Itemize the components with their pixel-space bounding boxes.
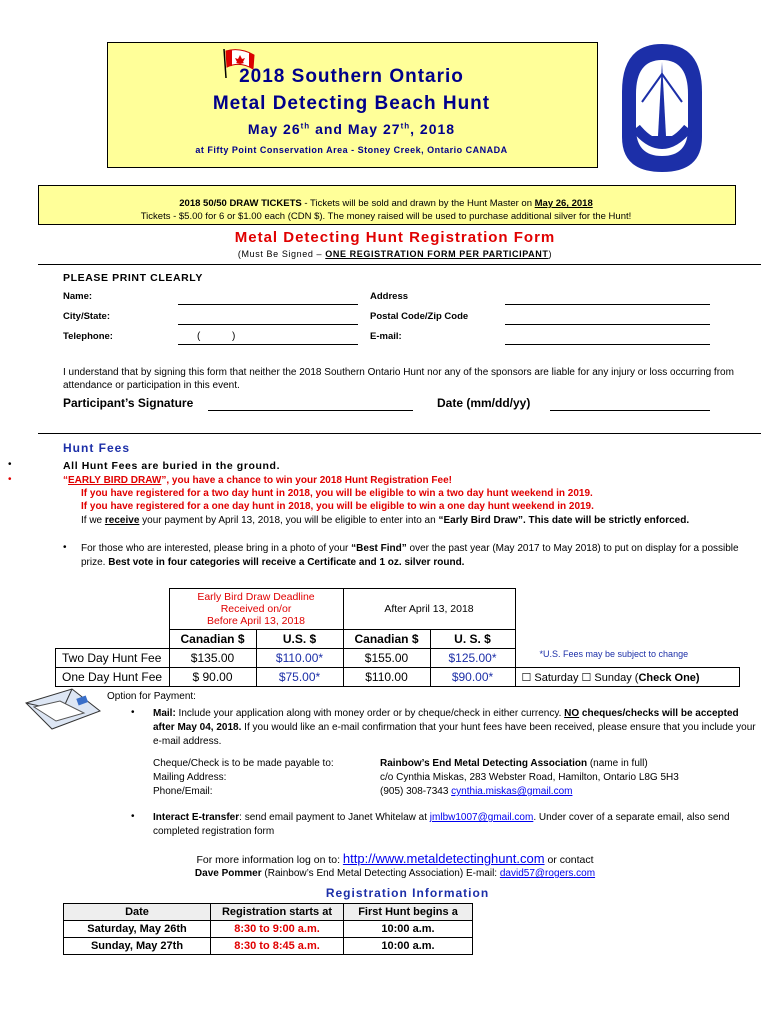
col-us: U.S. $	[256, 630, 343, 649]
early-bird-one-day: If you have registered for a one day hunt in 2018, you will be eligible to win a one day hunt weekend in 2019.	[81, 501, 594, 512]
payment-option-label: Option for Payment:	[107, 691, 196, 702]
interact-payment-text: Interact E-transfer: send email payment to Janet Whitelaw at jmlbw1007@gmail.com. Under cover of a separate email, also send completed registration form	[153, 812, 730, 837]
area-code-close: )	[232, 331, 236, 342]
city-field[interactable]	[178, 324, 358, 325]
reg-header: First Hunt begins a	[344, 904, 473, 921]
name-label: Name:	[63, 291, 93, 302]
reg-cell: 10:00 a.m.	[344, 921, 473, 938]
after-header: After April 13, 2018	[343, 589, 515, 630]
postal-label: Postal Code/Zip Code	[370, 311, 469, 322]
row-label: One Day Hunt Fee	[56, 668, 170, 687]
envelope-icon	[22, 685, 104, 733]
address-label: Address	[370, 291, 409, 302]
title-line-2: Metal Detecting Beach Hunt	[212, 93, 491, 114]
early-bird-text: “EARLY BIRD DRAW”, you have a chance to win your 2018 Hunt Registration Fee!	[63, 475, 452, 486]
hunt-fees-heading: Hunt Fees	[63, 441, 131, 455]
print-clearly: PLEASE PRINT CLEARLY	[63, 272, 203, 284]
col-us: U. S. $	[430, 630, 515, 649]
email-label: E-mail:	[370, 331, 402, 342]
date-field[interactable]	[550, 410, 710, 411]
liability-statement: I understand that by signing this form that neither the 2018 Southern Ontario Hunt nor any of the sponsors are liable for any injury or loss occurring from attendance or participation in this event.	[63, 367, 734, 391]
janet-email-link[interactable]: jmlbw1007@gmail.com	[429, 812, 534, 823]
registration-info-title: Registration Information	[325, 886, 490, 900]
telephone-field[interactable]	[178, 344, 358, 345]
col-canadian: Canadian $	[343, 630, 430, 649]
early-bird-two-day: If you have registered for a two day hunt in 2018, you will be eligible to win a two day hunt weekend in 2019.	[81, 488, 593, 499]
day-choice[interactable]: ☐ Saturday ☐ Sunday (Check One)	[515, 668, 740, 687]
dave-email-link[interactable]: david57@rogers.com	[499, 868, 596, 879]
contact-info: Dave Pommer (Rainbow’s End Metal Detecting Association) E-mail: david57@rogers.com	[194, 868, 596, 879]
fee-cell: $155.00	[343, 649, 430, 668]
cynthia-email-link[interactable]: cynthia.miskas@gmail.com	[451, 786, 573, 797]
signature-field[interactable]	[208, 410, 413, 411]
title-line-1: 2018 Southern Ontario	[239, 66, 464, 87]
divider	[38, 433, 761, 434]
reg-cell: Sunday, May 27th	[64, 938, 211, 955]
payee-details: Rainbow’s End Metal Detecting Association (name in full) c/o Cynthia Miskas, 283 Webster Road, Hamilton, Ontario L8G 5H3 (905) 308-7343 cynthia.miskas@gmail.com	[380, 758, 679, 797]
fee-cell: $135.00	[169, 649, 256, 668]
row-label: Two Day Hunt Fee	[56, 649, 170, 668]
fee-cell: $110.00	[343, 668, 430, 687]
reg-header: Registration starts at	[211, 904, 344, 921]
fee-cell: $125.00*	[430, 649, 515, 668]
reg-cell: Saturday, May 26th	[64, 921, 211, 938]
reg-cell: 8:30 to 8:45 a.m.	[211, 938, 344, 955]
signature-label: Participant’s Signature	[63, 396, 194, 410]
draw-tickets-line1: 2018 50/50 DRAW TICKETS - Tickets will be sold and drawn by the Hunt Master on May 26, 2018	[179, 198, 593, 209]
fifty-point-logo	[612, 32, 712, 180]
divider	[38, 264, 761, 265]
fees-bullet-1: All Hunt Fees are buried in the ground.	[63, 460, 281, 472]
more-info: For more information log on to: http://www.metaldetectinghunt.com or contact	[196, 851, 594, 866]
reg-cell: 10:00 a.m.	[344, 938, 473, 955]
fee-table	[55, 588, 740, 687]
name-field[interactable]	[178, 304, 358, 305]
email-field[interactable]	[505, 344, 710, 345]
postal-field[interactable]	[505, 324, 710, 325]
telephone-label: Telephone:	[63, 331, 113, 342]
address-field[interactable]	[505, 304, 710, 305]
area-code-open: (	[197, 331, 201, 342]
early-bird-deadline: If we receive your payment by April 13, 2018, you will be eligible to enter into an “Early Bird Draw”. This date will be strictly enforced.	[81, 515, 690, 526]
us-fee-note: *U.S. Fees may be subject to change	[539, 648, 689, 659]
bullet-icon: •	[8, 474, 12, 485]
fee-cell: $ 90.00	[169, 668, 256, 687]
reg-cell: 8:30 to 9:00 a.m.	[211, 921, 344, 938]
fee-cell: $110.00*	[256, 649, 343, 668]
col-canadian: Canadian $	[169, 630, 256, 649]
website-link[interactable]: http://www.metaldetectinghunt.com	[342, 851, 545, 866]
fee-cell: $75.00*	[256, 668, 343, 687]
registration-table	[63, 903, 473, 955]
best-find-text: For those who are interested, please bring in a photo of your “Best Find” over the past year (May 2017 to May 2018) to put on display for a possible prize. Best vote in four categories will receive a Certificate and 1 oz. silver round.	[81, 543, 739, 568]
city-label: City/State:	[63, 311, 110, 322]
reg-header: Date	[64, 904, 211, 921]
bullet-icon: •	[8, 459, 12, 470]
event-dates: May 26th and May 27th, 2018	[247, 121, 456, 137]
bullet-icon: •	[63, 542, 67, 553]
date-label: Date (mm/dd/yy)	[437, 396, 531, 410]
form-subtitle: (Must Be Signed – ONE REGISTRATION FORM PER PARTICIPANT)	[237, 249, 553, 259]
payee-labels: Cheque/Check is to be made payable to: Mailing Address: Phone/Email:	[153, 758, 334, 797]
fee-cell: $90.00*	[430, 668, 515, 687]
draw-tickets-line2: Tickets - $5.00 for 6 or $1.00 each (CDN $). The money raised will be used to purchase additional silver for the Hunt!	[140, 211, 632, 222]
bullet-icon: •	[131, 811, 135, 822]
form-title: Metal Detecting Hunt Registration Form	[234, 229, 556, 246]
event-location: at Fifty Point Conservation Area - Stoney Creek, Ontario CANADA	[195, 145, 508, 155]
mail-payment-text: Mail: Include your application along with money order or by cheque/check in either currency. NO cheques/checks will be accepted after May 04, 2018. If you would like an e-mail confirmation that your hunt fees have been received, please ensure that you include your e-mail address.	[153, 708, 756, 747]
bullet-icon: •	[131, 707, 135, 718]
early-bird-header: Early Bird Draw Deadline Received on/or Before April 13, 2018	[169, 589, 343, 630]
